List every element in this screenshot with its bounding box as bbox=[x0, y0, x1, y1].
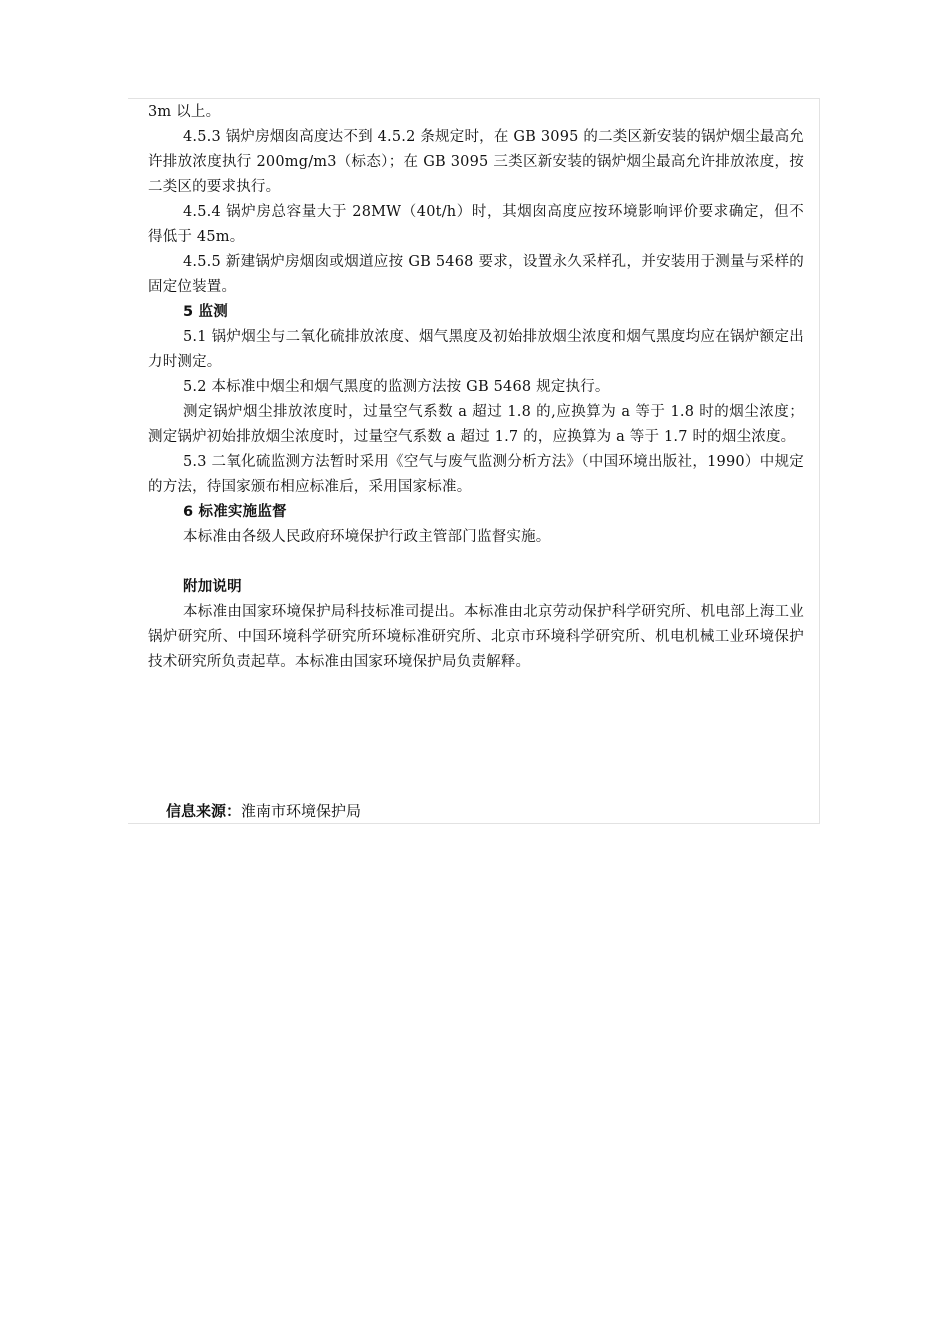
clause-4-5-5: 4.5.5 新建锅炉房烟囱或烟道应按 GB 5468 要求，设置永久采样孔，并安装用于测量与采样的固定位装置。 bbox=[148, 254, 804, 295]
info-source-label: 信息来源： bbox=[166, 802, 242, 820]
section-heading-monitoring: 5 监测 bbox=[183, 304, 228, 320]
spacer bbox=[148, 550, 804, 575]
supervision-text: 本标准由各级人民政府环境保护行政主管部门监督实施。 bbox=[183, 529, 551, 545]
clause-5-2-conversion: 测定锅炉烟尘排放浓度时，过量空气系数 a 超过 1.8 的,应换算为 a 等于 1.8 时的烟尘浓度；测定锅炉初始排放烟尘浓度时，过量空气系数 a 超过 1.7 的，应换算为 a 等于 1.7 时的烟尘浓度。 bbox=[148, 404, 804, 445]
info-source bbox=[166, 799, 361, 824]
clause-5-2: 5.2 本标准中烟尘和烟气黑度的监测方法按 GB 5468 规定执行。 bbox=[183, 379, 610, 395]
info-source-value: 淮南市环境保护局 bbox=[241, 802, 362, 820]
clause-4-5-3: 4.5.3 锅炉房烟囱高度达不到 4.5.2 条规定时，在 GB 3095 的二类区新安装的锅炉烟尘最高允许排放浓度执行 200mg/m3（标态）；在 GB 3095 三类区新安装的锅炉烟尘最高允许排放浓度，按二类区的要求执行。 bbox=[148, 129, 804, 195]
paragraph-continuation: 3m 以上。 bbox=[148, 104, 221, 120]
appendix-text: 本标准由国家环境保护局科技标准司提出。本标准由北京劳动保护科学研究所、机电部上海工业锅炉研究所、中国环境科学研究所环境标准研究所、北京市环境科学研究所、机电机械工业环境保护技术研究所负责起草。本标准由国家环境保护局负责解释。 bbox=[148, 604, 804, 670]
clause-4-5-4: 4.5.4 锅炉房总容量大于 28MW（40t/h）时，其烟囱高度应按环境影响评价要求确定，但不得低于 45m。 bbox=[148, 204, 804, 245]
section-heading-supervision: 6 标准实施监督 bbox=[183, 504, 287, 520]
document-body bbox=[148, 100, 804, 675]
appendix-heading: 附加说明 bbox=[183, 579, 242, 595]
clause-5-1: 5.1 锅炉烟尘与二氧化硫排放浓度、烟气黑度及初始排放烟尘浓度和烟气黑度均应在锅炉额定出力时测定。 bbox=[148, 329, 804, 370]
clause-5-3: 5.3 二氧化硫监测方法暂时采用《空气与废气监测分析方法》（中国环境出版社，1990）中规定的方法，待国家颁布相应标准后，采用国家标准。 bbox=[148, 454, 804, 495]
